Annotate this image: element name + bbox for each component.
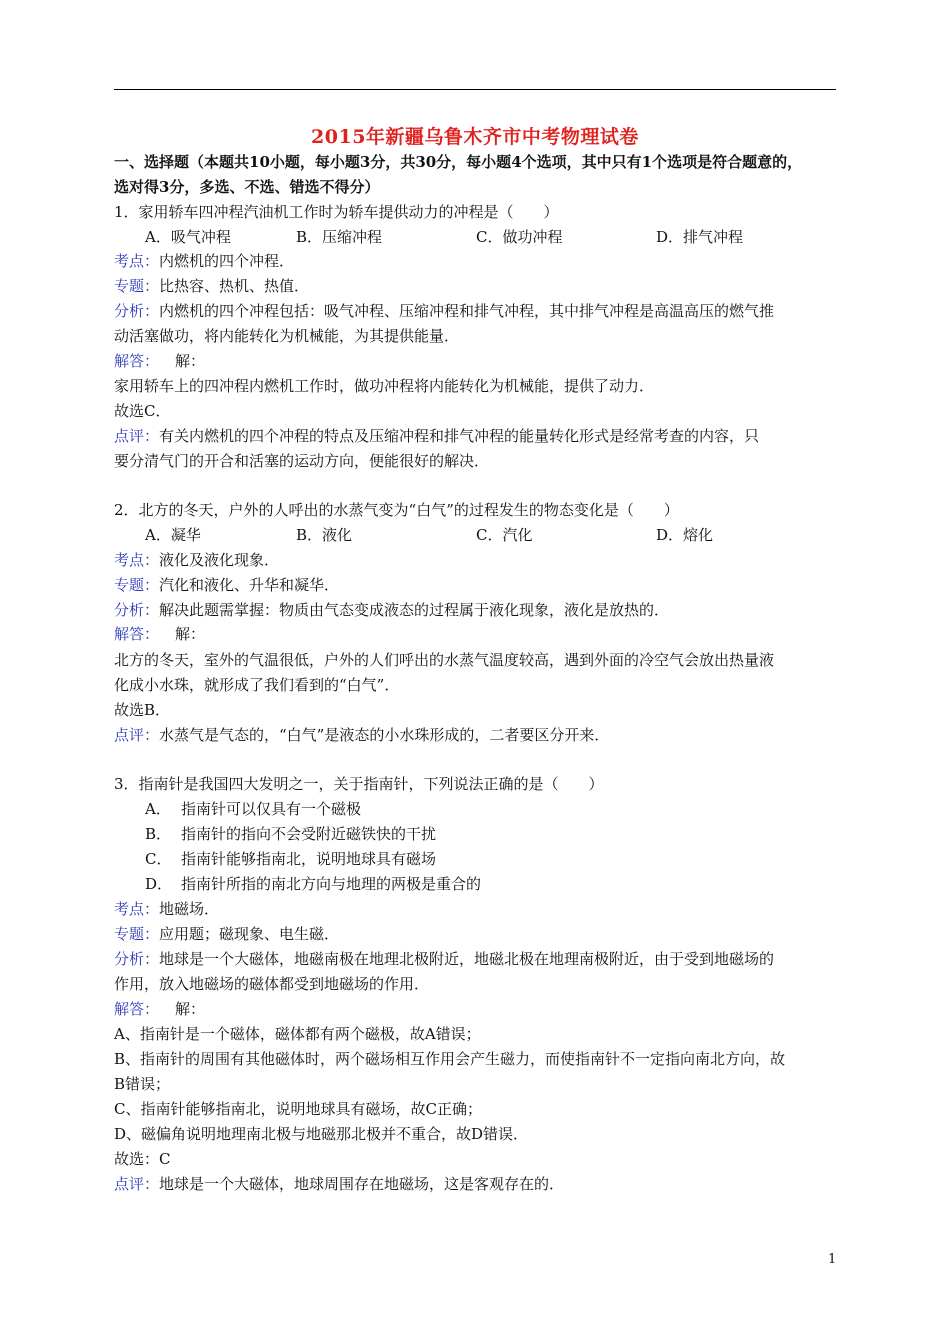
q3-answer-c: C、指南针能够指南北，说明地球具有磁场，故C正确； <box>114 1100 482 1118</box>
q3-zhuanti <box>114 924 339 944</box>
q1-dianping-cont: 要分清气门的开合和活塞的运动方向，便能很好的解决． <box>114 452 490 470</box>
q3-fenxi-text: 地球是一个大磁体，地磁南极在地理北极附近，地磁北极在地理南极附近，由于受到地磁场的 <box>159 950 775 968</box>
kaodian-label: 考点： <box>114 900 160 918</box>
jie-label: 解： <box>175 625 206 643</box>
q1-option-d: D．排气冲程 <box>656 228 744 246</box>
kaodian-label: 考点： <box>114 252 160 270</box>
zhuanti-label: 专题： <box>114 925 160 943</box>
q1-dianping-text: 有关内燃机的四个冲程的特点及压缩冲程和排气冲程的能量转化形式是经常考查的内容，只 <box>159 427 760 445</box>
fenxi-label: 分析： <box>114 950 160 968</box>
q3-option-b-letter: B． <box>145 825 172 843</box>
q1-option-b: B．压缩冲程 <box>296 228 383 246</box>
q2-answer: 北方的冬天，室外的气温很低，户外的人们呼出的水蒸气温度较高，遇到外面的冷空气会放出热量液 <box>114 651 775 669</box>
q3-fenxi <box>114 949 774 969</box>
q2-option-a: A．凝华 <box>145 526 201 544</box>
jieda-label: 解答： <box>114 352 160 370</box>
q3-answer-d: D、磁偏角说明地理南北极与地磁那北极并不重合，故D错误． <box>114 1125 529 1143</box>
q3-stem: 3．指南针是我国四大发明之一，关于指南针，下列说法正确的是（ ） <box>114 775 604 793</box>
zhuanti-label: 专题： <box>114 576 160 594</box>
q3-answer-b: B、指南针的周围有其他磁体时，两个磁场相互作用会产生磁力，而使指南针不一定指向南北方向，故 <box>114 1050 786 1068</box>
q1-zhuanti-text: 比热容、热机、热值． <box>159 277 310 295</box>
q1-option-c: C．做功冲程 <box>476 228 563 246</box>
dianping-label: 点评： <box>114 427 160 445</box>
q2-dianping <box>114 725 609 745</box>
q1-fenxi-text: 内燃机的四个冲程包括：吸气冲程、压缩冲程和排气冲程，其中排气冲程是高温高压的燃气推 <box>159 302 775 320</box>
header-rule <box>114 89 836 90</box>
q3-dianping <box>114 1174 564 1194</box>
q1-stem: 1．家用轿车四冲程汽油机工作时为轿车提供动力的冲程是（ ） <box>114 203 559 221</box>
jie-label: 解： <box>175 1000 206 1018</box>
page-number: 1 <box>828 1252 837 1267</box>
q3-option-d-letter: D． <box>145 875 173 893</box>
q3-option-b <box>145 824 436 844</box>
q2-option-d: D．熔化 <box>656 526 714 544</box>
zhuanti-label: 专题： <box>114 277 160 295</box>
q2-zhuanti <box>114 575 339 595</box>
q2-option-b: B．液化 <box>296 526 353 544</box>
q3-option-b-text: 指南针的指向不会受附近磁铁快的干扰 <box>181 825 437 843</box>
q2-fenxi <box>114 600 669 620</box>
q3-dianping-text: 地球是一个大磁体，地球周围存在地磁场，这是客观存在的． <box>159 1175 565 1193</box>
fenxi-label: 分析： <box>114 601 160 619</box>
q1-jieda <box>114 351 205 371</box>
q3-kaodian-text: 地磁场． <box>159 900 220 918</box>
q1-option-a: A．吸气冲程 <box>145 228 231 246</box>
q2-kaodian-text: 液化及液化现象． <box>159 551 280 569</box>
q3-option-c <box>145 849 436 869</box>
q2-answer-cont: 化成小水珠，就形成了我们看到的“白气”． <box>114 676 400 694</box>
q2-jieda <box>114 624 205 644</box>
q3-option-d-text: 指南针所指的南北方向与地理的两极是重合的 <box>181 875 482 893</box>
section-header-line2: 选对得3分，多选、不选、错选不得分） <box>114 178 380 196</box>
q3-option-c-text: 指南针能够指南北，说明地球具有磁场 <box>181 850 437 868</box>
q3-answer-a: A、指南针是一个磁体，磁体都有两个磁极，故A错误； <box>114 1025 481 1043</box>
q2-kaodian <box>114 550 279 570</box>
fenxi-label: 分析： <box>114 302 160 320</box>
q1-answer: 家用轿车上的四冲程内燃机工作时，做功冲程将内能转化为机械能，提供了动力． <box>114 377 655 395</box>
jieda-label: 解答： <box>114 625 160 643</box>
q3-answer-b-cont: B错误； <box>114 1075 171 1093</box>
q1-answer-choice: 故选C． <box>114 402 171 420</box>
q3-zhuanti-text: 应用题；磁现象、电生磁． <box>159 925 340 943</box>
q3-answer-choice: 故选：C <box>114 1150 171 1168</box>
q3-jieda <box>114 999 205 1019</box>
q1-dianping <box>114 426 759 446</box>
q1-zhuanti <box>114 276 309 296</box>
q3-option-a <box>145 799 361 819</box>
jie-label: 解： <box>175 352 206 370</box>
q1-fenxi-cont: 动活塞做功，将内能转化为机械能，为其提供能量． <box>114 327 460 345</box>
q3-option-c-letter: C． <box>145 850 172 868</box>
q1-fenxi <box>114 301 774 321</box>
q2-stem: 2．北方的冬天，户外的人呼出的水蒸气变为“白气”的过程发生的物态变化是（ ） <box>114 501 679 519</box>
q1-kaodian-text: 内燃机的四个冲程． <box>159 252 295 270</box>
q1-kaodian <box>114 251 294 271</box>
q3-option-a-letter: A． <box>145 800 171 818</box>
dianping-label: 点评： <box>114 1175 160 1193</box>
page-title: 2015年新疆乌鲁木齐市中考物理试卷 <box>311 126 639 148</box>
q2-dianping-text: 水蒸气是气态的，“白气”是液态的小水珠形成的，二者要区分开来． <box>159 726 610 744</box>
kaodian-label: 考点： <box>114 551 160 569</box>
q2-option-c: C．汽化 <box>476 526 533 544</box>
dianping-label: 点评： <box>114 726 160 744</box>
jieda-label: 解答： <box>114 1000 160 1018</box>
section-header-line1: 一、选择题（本题共10小题，每小题3分，共30分，每小题4个选项，其中只有1个选项是符合题意的， <box>114 153 803 171</box>
q3-option-d <box>145 874 481 894</box>
q3-option-a-text: 指南针可以仅具有一个磁极 <box>181 800 362 818</box>
q3-fenxi-cont: 作用，放入地磁场的磁体都受到地磁场的作用． <box>114 975 430 993</box>
q2-fenxi-text: 解决此题需掌握：物质由气态变成液态的过程属于液化现象，液化是放热的． <box>159 601 670 619</box>
q2-zhuanti-text: 汽化和液化、升华和凝华． <box>159 576 340 594</box>
q3-kaodian <box>114 899 219 919</box>
q2-answer-choice: 故选B． <box>114 701 171 719</box>
